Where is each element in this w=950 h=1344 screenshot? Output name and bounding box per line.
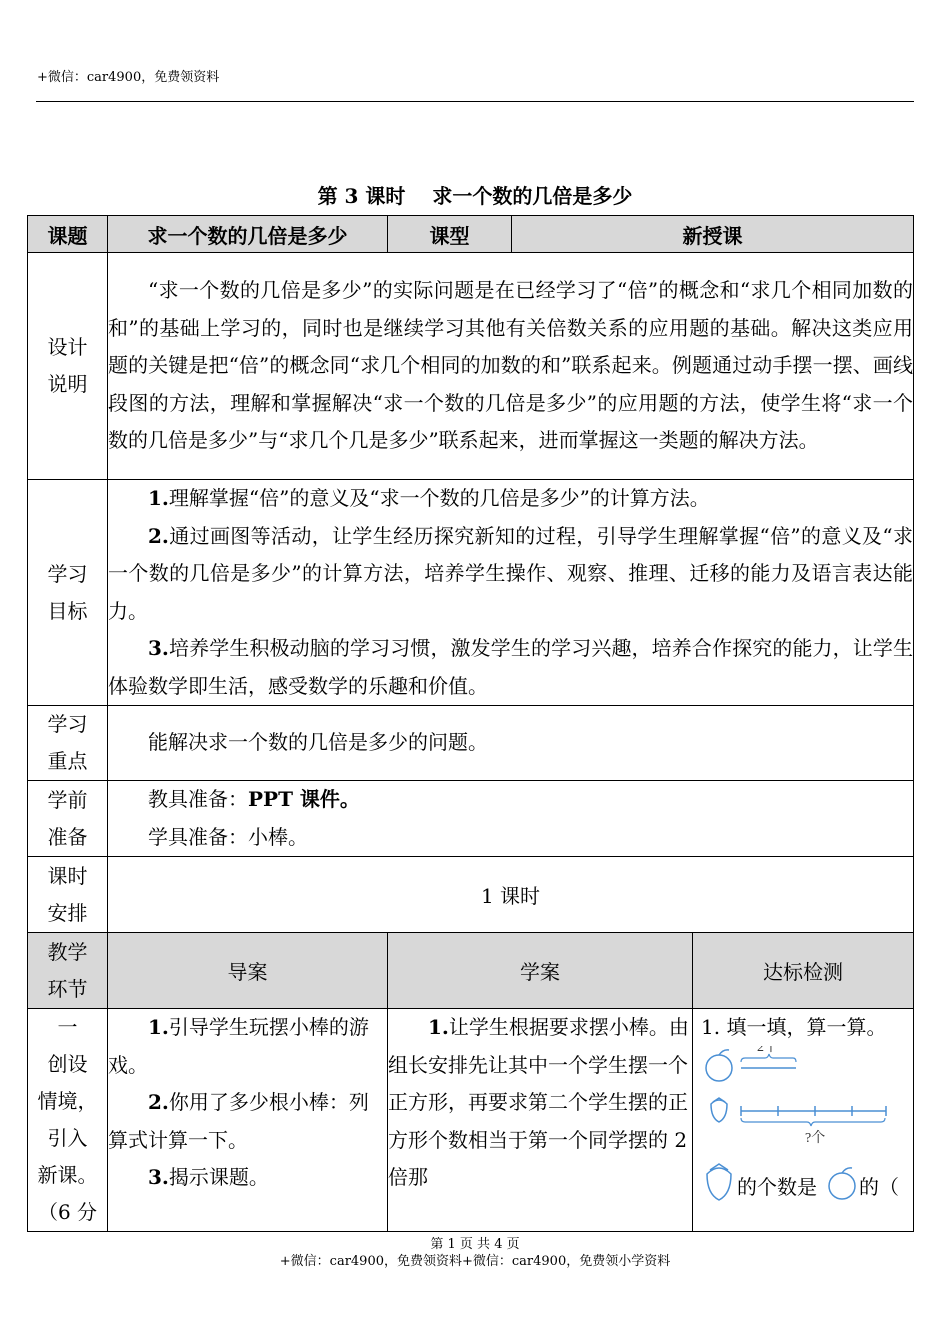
topic-label: 课题 <box>28 216 108 253</box>
stage1-study: 1.让学生根据要求摆小棒。由组长安排先让其中一个学生摆一个正方形，再要求第二个学生摆的正方形个数相当于第一个同学摆的 2 倍那 <box>388 1009 693 1232</box>
row-design <box>28 253 914 480</box>
study-header: 学案 <box>388 933 693 1009</box>
row-focus <box>28 706 914 781</box>
stage-header-label: 教学 环节 <box>28 933 108 1009</box>
design-text: “求一个数的几倍是多少”的实际问题是在已经学习了“倍”的概念和“求几个相同加数的和”的基础上学习的，同时也是继续学习其他有关倍数关系的应用题的基础。解决这类应用题的关键是把“倍”的概念同“求几个相同的加数的和”联系起来。例题通过动手摆一摆、画线段图的方法，理解和掌握解决“求一个数的几倍是多少”的应用题的方法，使学生将“求一个数的几倍是多少”与“求几个几是多少”联系起来，进而掌握这一类题的解决方法。 <box>108 253 914 480</box>
header-divider <box>36 101 914 102</box>
row-schedule <box>28 857 914 933</box>
check-header: 达标检测 <box>693 933 914 1009</box>
stage1-check <box>693 1009 914 1232</box>
comparison-figure <box>701 1046 909 1216</box>
apple-icon <box>829 1168 855 1199</box>
focus-text: 能解决求一个数的几倍是多少的问题。 <box>108 706 914 781</box>
schedule-label: 课时 安排 <box>28 857 108 933</box>
top-segment-label: 2个 <box>757 1046 778 1055</box>
schedule-value: 1 课时 <box>108 857 914 933</box>
goal-item: 2.通过画图等活动，让学生经历探究新知的过程，引导学生理解掌握“倍”的意义及“求一个数的几倍是多少”的计算方法，培养学生操作、观察、推理、迁移的能力及语言表达能力。 <box>108 523 913 623</box>
header-note: +微信：car4900，免费领资料 <box>37 70 220 85</box>
row-prep <box>28 781 914 857</box>
page-title: 第 3 课时 求一个数的几倍是多少 <box>317 184 633 208</box>
strawberry-icon <box>711 1098 727 1122</box>
row-stage1 <box>28 1009 914 1232</box>
type-value: 新授课 <box>512 216 914 253</box>
guide-header: 导案 <box>108 933 388 1009</box>
page-footer-note: +微信：car4900，免费领资料+微信：car4900，免费领小学资料 <box>279 1254 671 1269</box>
focus-label: 学习 重点 <box>28 706 108 781</box>
design-label: 设计 说明 <box>28 253 108 480</box>
row-goals <box>28 480 914 706</box>
goal-item: 3.培养学生积极动脑的学习习惯，激发学生的学习兴趣，培养合作探究的能力，让学生体验数学即生活，感受数学的乐趣和价值。 <box>108 636 913 698</box>
type-label: 课型 <box>388 216 512 253</box>
row-topic <box>28 216 914 253</box>
lesson-plan-table <box>27 215 914 1232</box>
goal-item: 1.理解掌握“倍”的意义及“求一个数的几倍是多少”的计算方法。 <box>148 486 710 510</box>
goals-text <box>108 480 914 706</box>
stage1-label: 一 创设 情境， 引入 新课。 （6 分 <box>28 1009 108 1232</box>
topic-value: 求一个数的几倍是多少 <box>108 216 388 253</box>
check-heading: 1. 填一填，算一算。 <box>701 1015 887 1039</box>
prep-text: 教具准备：PPT 课件。 学具准备：小棒。 <box>108 781 914 857</box>
prep-label: 学前 准备 <box>28 781 108 857</box>
row-section-header <box>28 933 914 1009</box>
bottom-segment-label: ?个 <box>805 1131 826 1146</box>
check-tail-b: 的（ <box>859 1175 899 1199</box>
goals-label: 学习 目标 <box>28 480 108 706</box>
strawberry-icon <box>707 1164 731 1200</box>
stage1-guide: 1.引导学生玩摆小棒的游戏。 2.你用了多少根小棒：列算式计算一下。 3.揭示课题。 <box>108 1009 388 1232</box>
page-footer: 第 1 页 共 4 页 <box>430 1237 520 1252</box>
apple-icon <box>706 1050 732 1081</box>
check-tail-a: 的个数是 <box>737 1175 817 1199</box>
comparison-diagram <box>701 1046 906 1216</box>
